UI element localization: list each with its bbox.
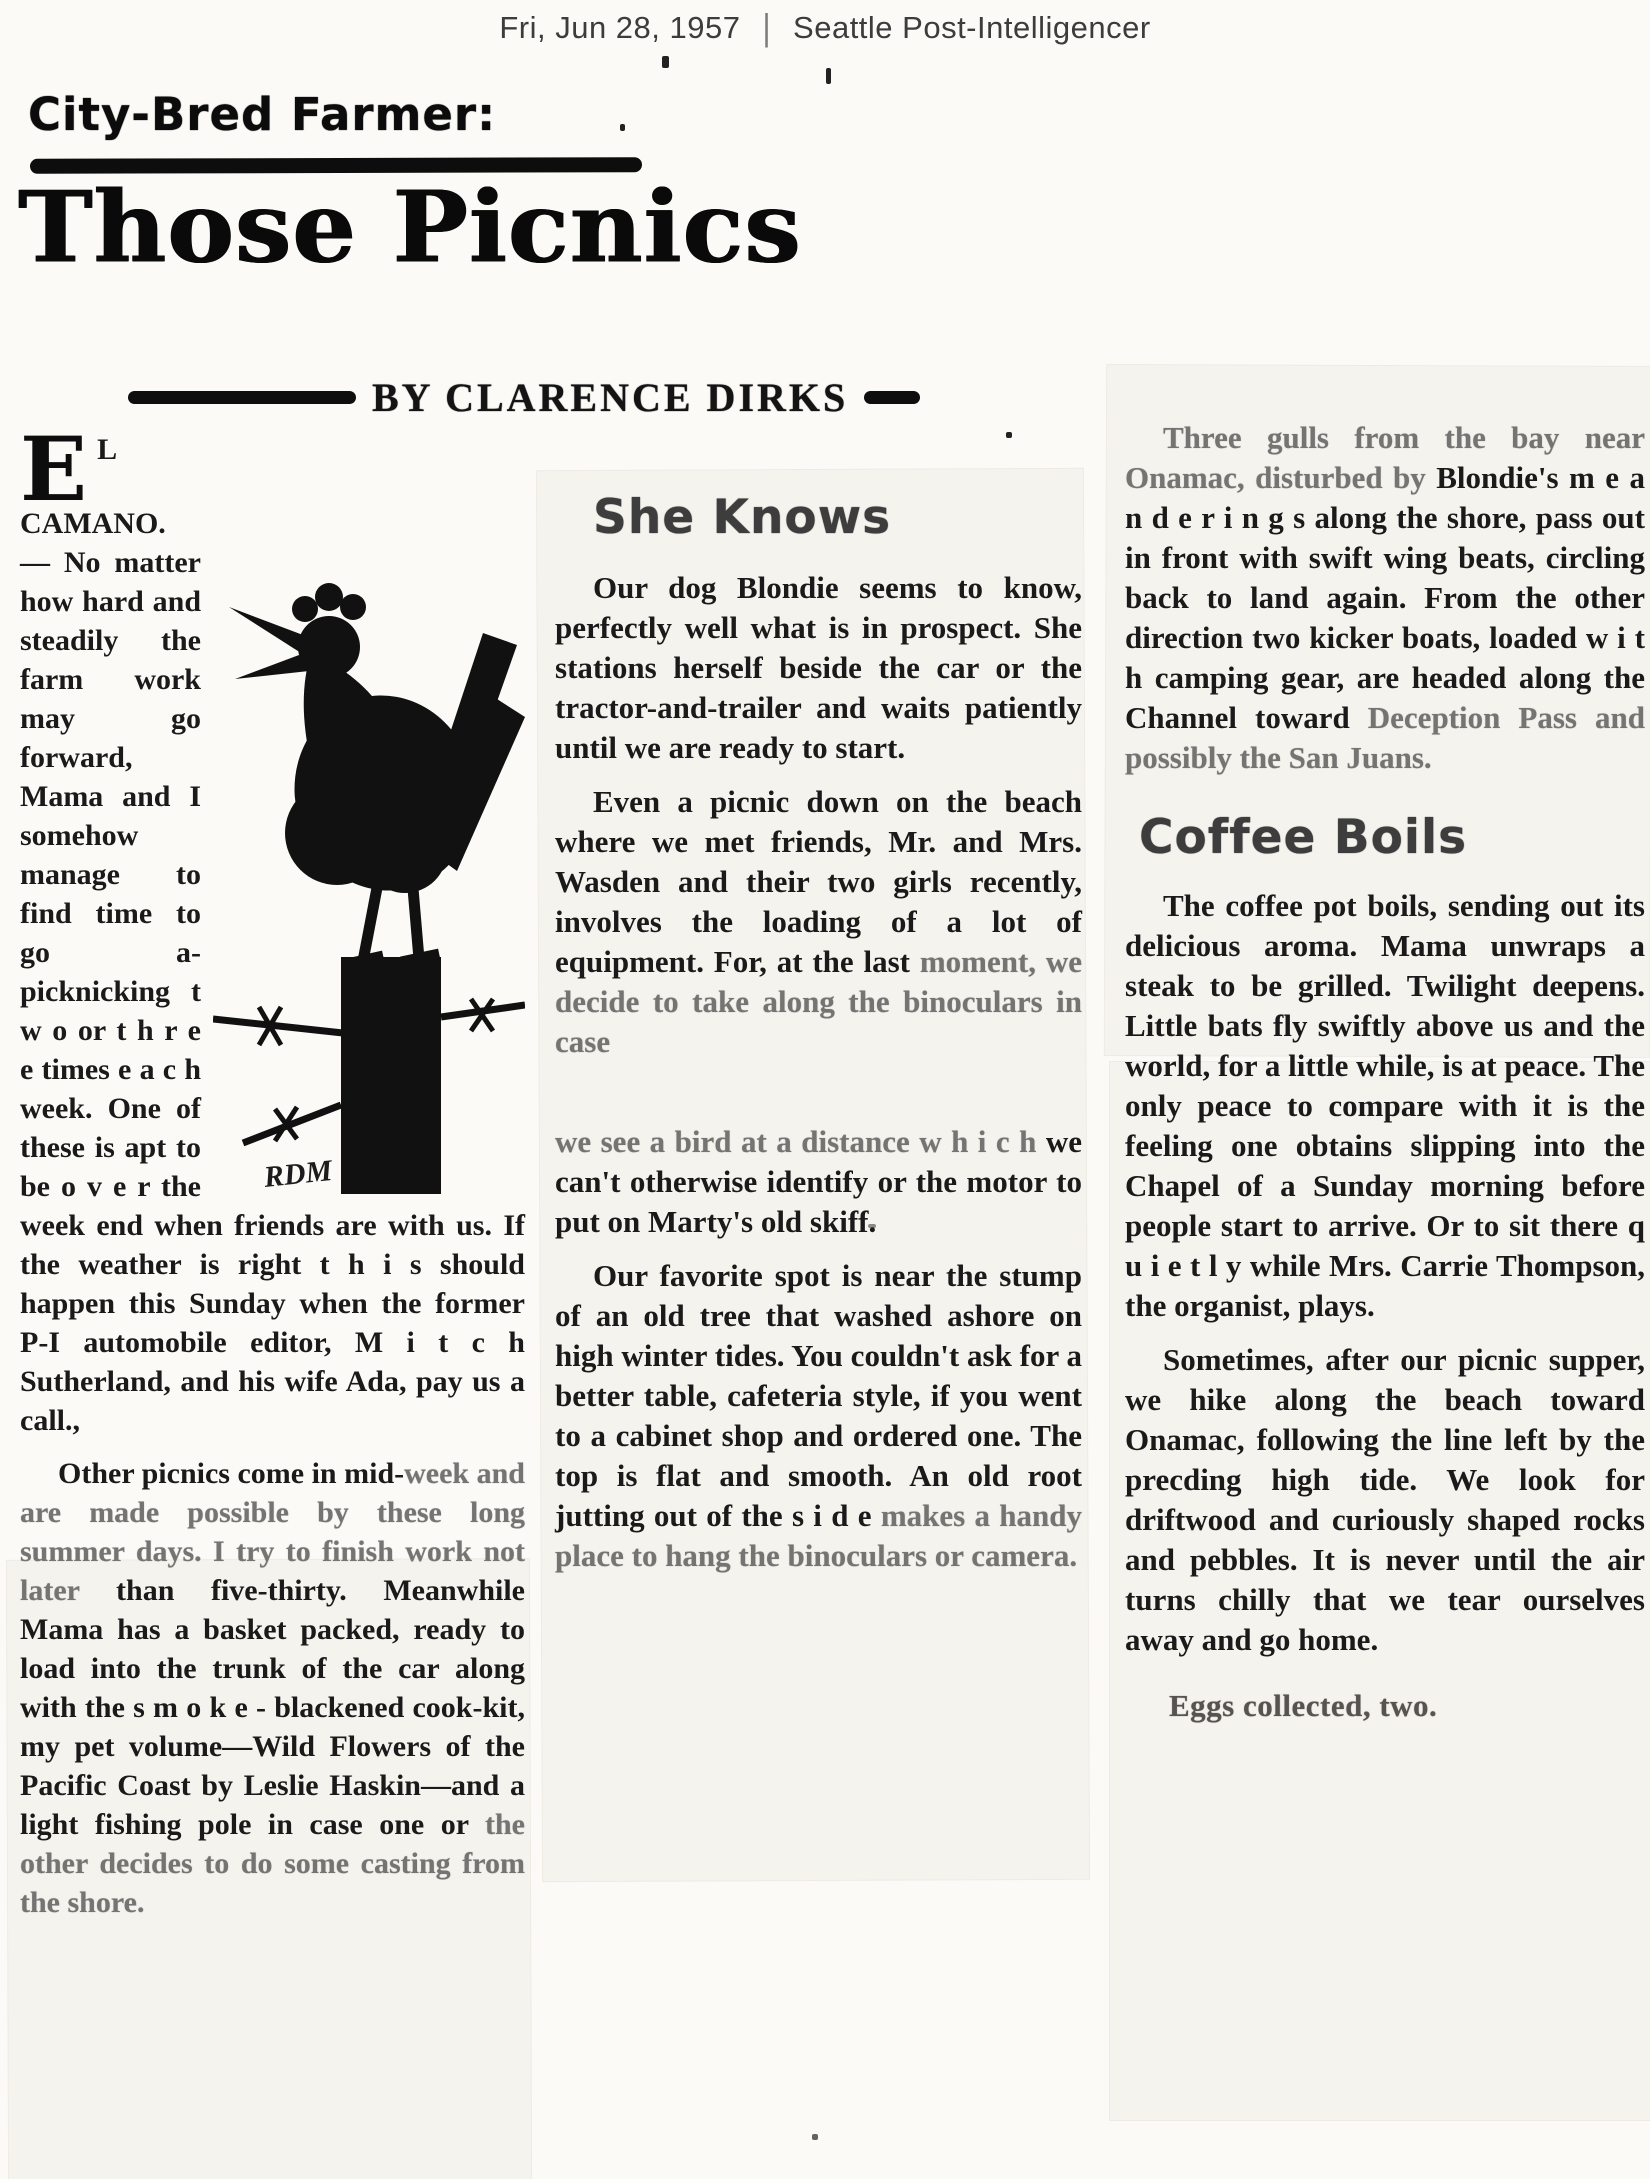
body-text: we can't otherwise identify or the motor to put on Marty's old skiff. <box>555 1124 1082 1239</box>
rooster-weathervane-svg <box>213 549 525 1194</box>
paragraph <box>20 417 525 1440</box>
headline: Those Picnics <box>18 169 802 285</box>
section-heading-she-knows: She Knows <box>593 490 892 545</box>
paragraph <box>1125 1340 1645 1660</box>
body-text: Blondie's m e a n d e r i n g s along the shore, pass out in front with swift wing beats, circling back to land again. From the other direction two kicker boats, loaded w i t h camping gear, are headed along the Channel toward <box>1125 460 1645 735</box>
body-text-faded: moment, we decide to take along the binoculars in case <box>555 944 1082 1059</box>
byline-text: BY CLARENCE DIRKS <box>372 375 849 420</box>
body-text: Sometimes, after our picnic supper, we hike along the beach toward Onamac, following the line left by the precding high tide. We look for driftwood and curiously shaped rocks and pebbles. It is never until the air turns chilly that we tear ourselves away and go home. <box>1125 1342 1645 1657</box>
body-text-faded: Three gulls from the bay near Onamac, disturbed by <box>1125 420 1645 495</box>
kicker: City-Bred Farmer: <box>28 88 497 141</box>
paragraph <box>555 1122 1082 1242</box>
ink-speck <box>662 56 669 68</box>
body-text: Even a picnic down on the beach where we met friends, Mr. and Mrs. Wasden and their two girls recently, involves the loading of a lot of equipment. For, at the last <box>555 784 1082 979</box>
body-text: than five-thirty. Meanwhile Mama has a basket packed, ready to load into the trunk of the car along with the s m o k e - blackened cook-kit, my pet volume—Wild Flowers of the Pacific Coast by Leslie Haskin—and a light fishing pole in case one or <box>20 1574 525 1841</box>
illustrator-signature: RDM <box>262 1153 334 1194</box>
dateline-separator: | <box>762 6 772 49</box>
rooster-silhouette <box>213 583 525 1194</box>
paragraph <box>555 568 1082 768</box>
byline-rule-right <box>864 391 920 404</box>
ink-speck <box>812 2134 818 2140</box>
ink-speck <box>620 124 625 131</box>
closing-line <box>1125 1686 1645 1726</box>
body-text: The coffee pot boils, sending out its delicious aroma. Mama unwraps a steak to be grilled. Twilight deepens. Little bats fly swiftly above us and the world, for a little while, is at peace. The only peace to compare with it is the feeling one obtains slipping into the Chapel of a Sunday morning before people start to arrive. Or to sit there q u i e t l y while Mrs. Carrie Thompson, the organist, plays. <box>1125 888 1645 1323</box>
body-text-faded: makes a handy place to hang the binoculars or camera. <box>555 1498 1083 1573</box>
body-text: Our dog Blondie seems to know, perfectly well what is in prospect. She stations herself beside the car or the tractor-and-trailer and waits patiently until we are ready to start. <box>555 570 1082 765</box>
column-3 <box>1125 418 1645 1740</box>
dateline-publication: Seattle Post-Intelligencer <box>793 10 1151 45</box>
rooster-weathervane-illustration <box>213 549 525 1194</box>
dateline-date: Fri, Jun 28, 1957 <box>499 10 741 45</box>
body-text: Our favorite spot is near the stump of an old tree that washed ashore on high winter tides. You couldn't ask for a better table, cafeteria style, if you went to a cabinet shop and ordered one. The top is flat and smooth. An old root jutting out of the s i d e <box>555 1258 1082 1533</box>
column-2 <box>555 490 1083 1590</box>
paragraph <box>555 1256 1082 1576</box>
body-text-faded: week and are made possible by these long summer days. I try to finish work not later <box>20 1457 525 1607</box>
column-1 <box>20 417 525 1936</box>
paragraph <box>555 782 1082 1062</box>
ink-speck <box>826 68 831 84</box>
body-text: L CAMANO. — No matter how hard and steadily the farm work may go forward, Mama and I somehow manage to find time to go a-picknicking t w o or t h r e e times e a c h week. One of these is apt to be o v e r the week end when friends are with us. If the weather is right t h i s should happen this Sunday when the former P-I automobile editor, M i t c h Sutherland, and his wife Ada, pay us a call., <box>20 433 525 1437</box>
body-text: Eggs collected, two. <box>1169 1688 1438 1723</box>
paragraph <box>1125 886 1645 1326</box>
paragraph <box>20 1454 525 1922</box>
body-text-faded: we see a bird at a distance w h i c h <box>555 1124 1046 1159</box>
drop-cap: E <box>20 417 88 521</box>
dateline <box>0 6 1650 49</box>
body-text-faded: Deception Pass and possibly the San Juans. <box>1125 700 1645 775</box>
byline <box>128 374 920 421</box>
section-heading-coffee-boils: Coffee Boils <box>1139 810 1468 865</box>
ink-speck <box>1006 432 1012 438</box>
byline-rule-left <box>128 391 356 404</box>
paragraph <box>1125 418 1645 778</box>
body-text: Other picnics come in mid- <box>58 1457 405 1490</box>
body-text-faded: the other decides to do some casting from the shore. <box>20 1808 525 1919</box>
